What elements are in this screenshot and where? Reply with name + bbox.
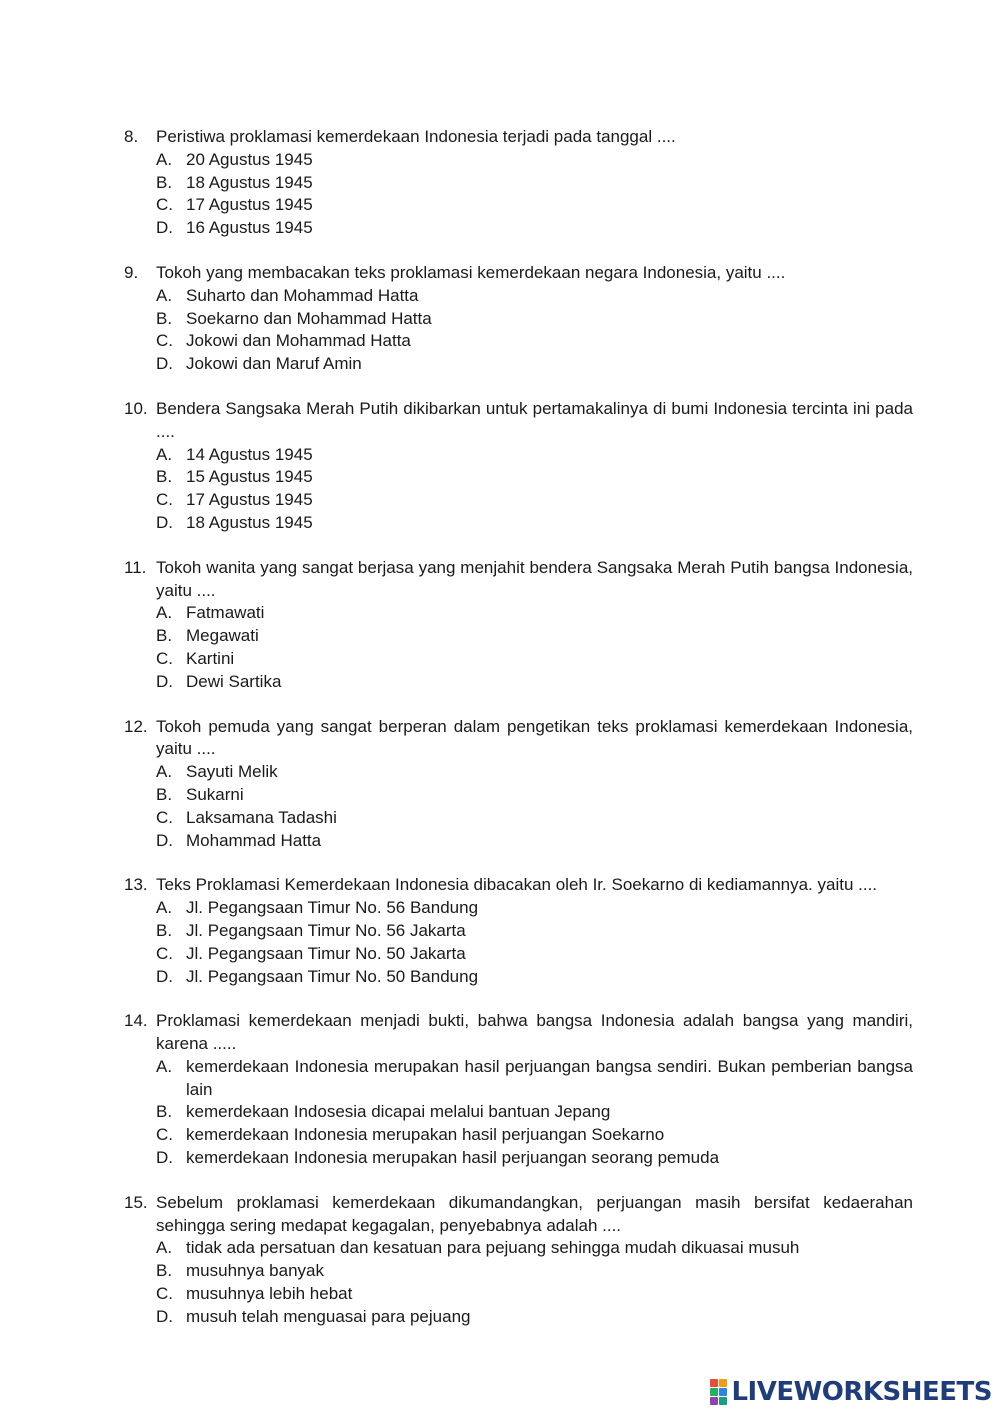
option-text: 18 Agustus 1945 [186, 512, 313, 532]
option-b[interactable] [0, 308, 1000, 331]
question-number: 10. [124, 398, 148, 418]
option-c[interactable] [0, 1124, 1000, 1147]
question-14 [0, 1010, 1000, 1170]
question-10 [0, 398, 1000, 535]
liveworksheets-logo [710, 1377, 992, 1407]
option-text: Megawati [186, 626, 259, 646]
option-letter: D. [156, 512, 173, 532]
option-d[interactable] [0, 353, 1000, 376]
option-letter: C. [156, 807, 173, 827]
option-text: 15 Agustus 1945 [186, 467, 313, 487]
question-number: 8. [124, 127, 139, 146]
question-9 [0, 262, 1000, 376]
option-letter: B. [156, 467, 173, 487]
option-a[interactable] [0, 285, 1000, 308]
option-c[interactable] [0, 489, 1000, 512]
question-number: 14. [124, 1011, 148, 1031]
option-text: Dewi Sartika [186, 671, 282, 691]
question-text: Tokoh yang membacakan teks proklamasi kemerdekaan negara Indonesia, yaitu .... [156, 262, 786, 282]
option-a[interactable] [0, 444, 1000, 467]
logo-block [710, 1379, 718, 1387]
question-text: Tokoh wanita yang sangat berjasa yang menjahit bendera Sangsaka Merah Putih bangsa Indonesia, yaitu .... [156, 557, 913, 600]
logo-block [710, 1397, 718, 1405]
option-a[interactable] [0, 1237, 1000, 1260]
question-number: 12. [124, 716, 148, 736]
option-text: Laksamana Tadashi [186, 807, 337, 827]
question-text: Bendera Sangsaka Merah Putih dikibarkan untuk pertamakalinya di bumi Indonesia tercinta ini pada .... [156, 398, 913, 441]
option-text: Sayuti Melik [186, 762, 278, 782]
option-list [0, 285, 1000, 376]
option-text: 17 Agustus 1945 [186, 490, 313, 510]
option-text: musuhnya banyak [186, 1261, 324, 1281]
option-text: Sukarni [186, 784, 244, 804]
option-text: Soekarno dan Mohammad Hatta [186, 308, 432, 328]
option-letter: C. [156, 943, 173, 963]
question-number: 13. [124, 875, 148, 895]
option-b[interactable] [0, 920, 1000, 943]
logo-block [719, 1397, 727, 1405]
option-c[interactable] [0, 943, 1000, 966]
option-text: Jl. Pegangsaan Timur No. 50 Bandung [186, 966, 479, 986]
option-text: Suharto dan Mohammad Hatta [186, 285, 419, 305]
question-number: 15. [124, 1192, 148, 1212]
option-d[interactable] [0, 1147, 1000, 1170]
option-letter: B. [156, 1102, 173, 1122]
worksheet [0, 126, 1000, 1351]
logo-block [710, 1388, 718, 1396]
option-d[interactable] [0, 217, 1000, 240]
option-letter: A. [156, 149, 173, 169]
option-letter: C. [156, 331, 173, 351]
logo-block [719, 1388, 727, 1396]
option-b[interactable] [0, 1101, 1000, 1124]
option-list [0, 444, 1000, 535]
liveworksheets-logo-icon [710, 1379, 727, 1405]
option-text: tidak ada persatuan dan kesatuan para pejuang sehingga mudah dikuasai musuh [186, 1238, 800, 1258]
option-text: kemerdekaan Indonesia merupakan hasil perjuangan bangsa sendiri. Bukan pemberian bangsa lain [186, 1056, 913, 1099]
option-d[interactable] [0, 512, 1000, 535]
option-text: 17 Agustus 1945 [186, 195, 313, 215]
option-letter: B. [156, 920, 173, 940]
option-c[interactable] [0, 648, 1000, 671]
option-text: 20 Agustus 1945 [186, 149, 313, 169]
option-letter: D. [156, 1306, 173, 1326]
question-8 [0, 126, 1000, 240]
question-text: Proklamasi kemerdekaan menjadi bukti, bahwa bangsa Indonesia adalah bangsa yang mandiri, karena ..... [156, 1011, 913, 1054]
question-text: Tokoh pemuda yang sangat berperan dalam pengetikan teks proklamasi kemerdekaan Indonesia, yaitu .... [156, 716, 913, 759]
option-b[interactable] [0, 172, 1000, 195]
option-text: kemerdekaan Indonesia merupakan hasil perjuangan seorang pemuda [186, 1148, 720, 1168]
option-letter: D. [156, 830, 173, 850]
question-number: 11. [124, 557, 147, 577]
option-text: kemerdekaan Indonesia merupakan hasil perjuangan Soekarno [186, 1125, 665, 1145]
logo-block [719, 1379, 727, 1387]
option-list [0, 149, 1000, 240]
option-list [0, 1237, 1000, 1328]
option-letter: A. [156, 1056, 173, 1076]
question-15 [0, 1192, 1000, 1329]
option-d[interactable] [0, 1306, 1000, 1329]
option-c[interactable] [0, 194, 1000, 217]
question-text: Teks Proklamasi Kemerdekaan Indonesia dibacakan oleh Ir. Soekarno di kediamannya. yaitu .... [156, 875, 878, 895]
option-letter: B. [156, 172, 173, 192]
option-d[interactable] [0, 966, 1000, 989]
option-text: Jl. Pegangsaan Timur No. 50 Jakarta [186, 943, 466, 963]
option-letter: D. [156, 218, 173, 238]
option-letter: A. [156, 1238, 173, 1258]
option-text: Jl. Pegangsaan Timur No. 56 Bandung [186, 898, 479, 918]
option-c[interactable] [0, 1283, 1000, 1306]
option-letter: D. [156, 966, 173, 986]
option-letter: A. [156, 444, 173, 464]
option-list [0, 761, 1000, 852]
option-a[interactable] [0, 602, 1000, 625]
option-a[interactable] [0, 761, 1000, 784]
question-11 [0, 557, 1000, 694]
option-text: Jl. Pegangsaan Timur No. 56 Jakarta [186, 920, 466, 940]
option-text: Kartini [186, 648, 235, 668]
question-text: Sebelum proklamasi kemerdekaan dikumandangkan, perjuangan masih bersifat kedaerahan sehingga sering medapat kegagalan, penyebabnya adalah .... [156, 1192, 913, 1235]
option-b[interactable] [0, 625, 1000, 648]
option-letter: A. [156, 285, 173, 305]
option-a[interactable] [0, 1056, 1000, 1102]
option-text: 14 Agustus 1945 [186, 444, 313, 464]
option-b[interactable] [0, 1260, 1000, 1283]
question-text: Peristiwa proklamasi kemerdekaan Indonesia terjadi pada tanggal .... [156, 127, 676, 146]
option-letter: B. [156, 308, 173, 328]
option-text: Jokowi dan Mohammad Hatta [186, 331, 411, 351]
option-text: kemerdekaan Indosesia dicapai melalui bantuan Jepang [186, 1102, 611, 1122]
option-letter: C. [156, 195, 173, 215]
option-letter: B. [156, 784, 173, 804]
option-a[interactable] [0, 897, 1000, 920]
option-text: Fatmawati [186, 603, 265, 623]
option-letter: C. [156, 1125, 173, 1145]
option-b[interactable] [0, 466, 1000, 489]
option-text: 18 Agustus 1945 [186, 172, 313, 192]
option-list [0, 1056, 1000, 1170]
option-letter: D. [156, 671, 173, 691]
option-letter: D. [156, 1148, 173, 1168]
option-letter: A. [156, 898, 173, 918]
option-letter: C. [156, 648, 173, 668]
option-b[interactable] [0, 784, 1000, 807]
option-letter: C. [156, 1284, 173, 1304]
option-letter: C. [156, 490, 173, 510]
question-number: 9. [124, 262, 139, 282]
option-text: 16 Agustus 1945 [186, 218, 313, 238]
option-letter: A. [156, 603, 173, 623]
logo-text: LIVEWORKSHEETS [731, 1377, 992, 1407]
option-c[interactable] [0, 807, 1000, 830]
question-13 [0, 874, 1000, 988]
option-c[interactable] [0, 330, 1000, 353]
option-list [0, 602, 1000, 693]
option-letter: D. [156, 354, 173, 374]
option-d[interactable] [0, 830, 1000, 853]
option-text: musuhnya lebih hebat [186, 1284, 353, 1304]
option-letter: B. [156, 626, 173, 646]
option-text: musuh telah menguasai para pejuang [186, 1306, 471, 1326]
option-letter: A. [156, 762, 173, 782]
option-a[interactable] [0, 149, 1000, 172]
option-text: Mohammad Hatta [186, 830, 322, 850]
option-text: Jokowi dan Maruf Amin [186, 354, 362, 374]
question-12 [0, 716, 1000, 853]
option-d[interactable] [0, 671, 1000, 694]
option-letter: B. [156, 1261, 173, 1281]
option-list [0, 897, 1000, 988]
